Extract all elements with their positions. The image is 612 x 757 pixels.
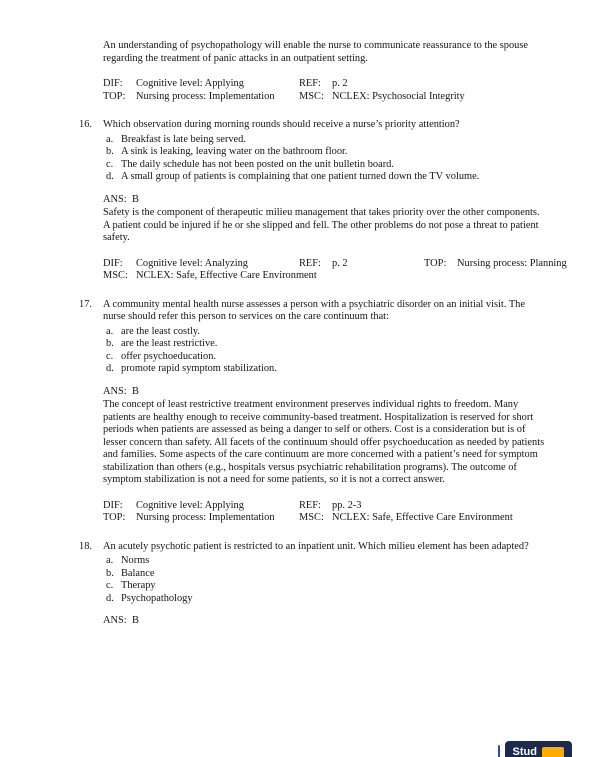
badge-accent bbox=[542, 747, 564, 757]
meta-cell-top bbox=[103, 91, 299, 104]
option-b bbox=[106, 146, 547, 159]
option-text: Breakfast is late being served. bbox=[121, 133, 246, 145]
option-b bbox=[106, 568, 547, 581]
meta-value: Nursing process: Implementation bbox=[136, 512, 275, 523]
meta-label: MSC: bbox=[299, 90, 324, 102]
option-letter: b. bbox=[106, 567, 114, 579]
meta-cell-dif bbox=[103, 258, 299, 271]
option-letter: a. bbox=[106, 325, 114, 337]
meta-row bbox=[103, 270, 547, 283]
intro-meta-block bbox=[103, 78, 547, 103]
option-text: Psychopathology bbox=[121, 592, 193, 604]
meta-label: DIF: bbox=[103, 78, 123, 89]
meta-value: p. 2 bbox=[332, 257, 348, 269]
option-text: Norms bbox=[121, 555, 150, 566]
option-d bbox=[106, 593, 547, 606]
badge-divider-icon bbox=[498, 745, 500, 757]
option-text: Balance bbox=[121, 567, 155, 579]
question-stem: An acutely psychotic patient is restricted to an inpatient unit. Which milieu element has been adapted? bbox=[103, 540, 529, 552]
meta-value: Cognitive level: Applying bbox=[136, 499, 244, 511]
question-stem: Which observation during morning rounds should receive a nurse’s priority attention? bbox=[103, 119, 460, 130]
meta-cell-msc bbox=[299, 91, 465, 104]
option-a bbox=[106, 326, 547, 339]
meta-cell-top bbox=[424, 258, 567, 271]
option-text: are the least restrictive. bbox=[121, 338, 218, 349]
meta-label: REF: bbox=[299, 257, 321, 269]
answer-line bbox=[103, 386, 547, 399]
meta-value: Nursing process: Implementation bbox=[136, 90, 275, 102]
question-number: 17. bbox=[79, 298, 92, 310]
studylib-badge[interactable] bbox=[498, 741, 572, 757]
meta-cell-dif bbox=[103, 500, 299, 513]
meta-row bbox=[103, 78, 547, 91]
badge-label: Stud bbox=[512, 745, 537, 757]
meta-cell-top bbox=[103, 512, 299, 525]
option-letter: b. bbox=[106, 338, 114, 349]
question-meta-block bbox=[103, 257, 567, 283]
question-number: 18. bbox=[79, 540, 92, 552]
option-b bbox=[106, 338, 547, 351]
option-text: The daily schedule has not been posted on the unit bulletin board. bbox=[121, 158, 394, 170]
options-list bbox=[103, 134, 547, 184]
meta-label: REF: bbox=[299, 499, 321, 511]
option-c bbox=[106, 351, 547, 364]
option-letter: c. bbox=[106, 350, 114, 362]
meta-value: pp. 2-3 bbox=[332, 499, 362, 511]
meta-value: Nursing process: Planning bbox=[457, 257, 567, 269]
option-letter: d. bbox=[106, 363, 114, 374]
option-letter: a. bbox=[106, 133, 114, 145]
meta-value: NCLEX: Psychosocial Integrity bbox=[332, 90, 465, 102]
meta-value: Cognitive level: Applying bbox=[136, 78, 244, 89]
meta-label: MSC: bbox=[299, 512, 324, 523]
answer-label: ANS: bbox=[103, 193, 127, 205]
option-letter: d. bbox=[106, 171, 114, 182]
option-d bbox=[106, 171, 547, 184]
option-text: A sink is leaking, leaving water on the bathroom floor. bbox=[121, 146, 348, 157]
option-text: offer psychoeducation. bbox=[121, 350, 217, 362]
option-letter: c. bbox=[106, 158, 114, 170]
meta-label: TOP: bbox=[424, 257, 447, 269]
meta-label: DIF: bbox=[103, 257, 123, 269]
meta-value: Cognitive level: Analyzing bbox=[136, 257, 248, 269]
answer-value: B bbox=[132, 385, 139, 397]
answer-label: ANS: bbox=[103, 615, 127, 626]
options-list bbox=[103, 555, 547, 605]
question-18 bbox=[79, 540, 547, 628]
meta-row bbox=[103, 500, 547, 513]
rationale-text: The concept of least restrictive treatment environment preserves individual rights to freedom. Many patients are healthy enough to receive community-based treatment. Hospitalization is reserved for short periods when patients are assessed as being a danger to self or others. Cost is a consideration but is of lesser concern than safety. All facets of the continuum should offer psychoeducation as needed by patients and families. Some aspects of the care continuum are more concerned with a patient’s need for symptom stabilization than others (e.g., hospitals versus psychiatric rehabilitation programs). The outcome of symptom stabilization is not a need for some patients, so it is not a correct answer. bbox=[103, 399, 545, 485]
option-letter: b. bbox=[106, 146, 114, 157]
question-16 bbox=[79, 119, 567, 283]
option-letter: a. bbox=[106, 555, 114, 566]
answer-line bbox=[103, 194, 547, 207]
intro-rationale-text: An understanding of psychopathology will enable the nurse to communicate reassurance to the spouse regarding the treatment of panic attacks in an outpatient setting. bbox=[103, 40, 529, 64]
option-c bbox=[106, 580, 547, 593]
option-text: Therapy bbox=[121, 580, 156, 591]
meta-row bbox=[103, 91, 547, 104]
meta-label: REF: bbox=[299, 78, 321, 89]
answer-value: B bbox=[132, 193, 139, 205]
meta-cell-ref bbox=[299, 500, 361, 513]
meta-cell-msc bbox=[103, 270, 317, 283]
meta-row bbox=[103, 512, 547, 525]
option-c bbox=[106, 159, 547, 172]
options-list bbox=[103, 326, 547, 376]
meta-value: p. 2 bbox=[332, 78, 348, 89]
question-meta-block bbox=[103, 500, 547, 525]
option-text: promote rapid symptom stabilization. bbox=[121, 363, 277, 374]
meta-cell-msc bbox=[299, 512, 513, 525]
meta-label: TOP: bbox=[103, 90, 126, 102]
option-a bbox=[106, 555, 547, 568]
question-number: 16. bbox=[79, 119, 92, 130]
meta-cell-dif bbox=[103, 78, 299, 91]
option-text: are the least costly. bbox=[121, 325, 200, 337]
question-stem: A community mental health nurse assesses a person with a psychiatric disorder on an initial visit. The nurse should refer this person to services on the care continuum that: bbox=[103, 298, 525, 322]
option-letter: c. bbox=[106, 580, 114, 591]
meta-label: DIF: bbox=[103, 499, 123, 511]
meta-label: TOP: bbox=[103, 512, 126, 523]
meta-value: NCLEX: Safe, Effective Care Environment bbox=[332, 512, 513, 523]
rationale-text: Safety is the component of therapeutic milieu management that takes priority over the other components. A patient could be injured if he or she slipped and fell. The other problems do not pose a threat to patient safety. bbox=[103, 207, 540, 243]
option-d bbox=[106, 363, 547, 376]
meta-row bbox=[103, 257, 567, 271]
question-17 bbox=[79, 298, 547, 525]
answer-value: B bbox=[132, 615, 139, 626]
answer-line bbox=[103, 615, 547, 628]
meta-cell-ref bbox=[299, 78, 348, 91]
option-a bbox=[106, 134, 547, 147]
badge-body[interactable] bbox=[505, 741, 572, 757]
answer-label: ANS: bbox=[103, 385, 127, 397]
meta-label: MSC: bbox=[103, 270, 128, 281]
option-text: A small group of patients is complaining that one patient turned down the TV volume. bbox=[121, 171, 480, 182]
option-letter: d. bbox=[106, 592, 114, 604]
meta-cell-ref bbox=[299, 258, 424, 271]
meta-value: NCLEX: Safe, Effective Care Environment bbox=[136, 270, 317, 281]
